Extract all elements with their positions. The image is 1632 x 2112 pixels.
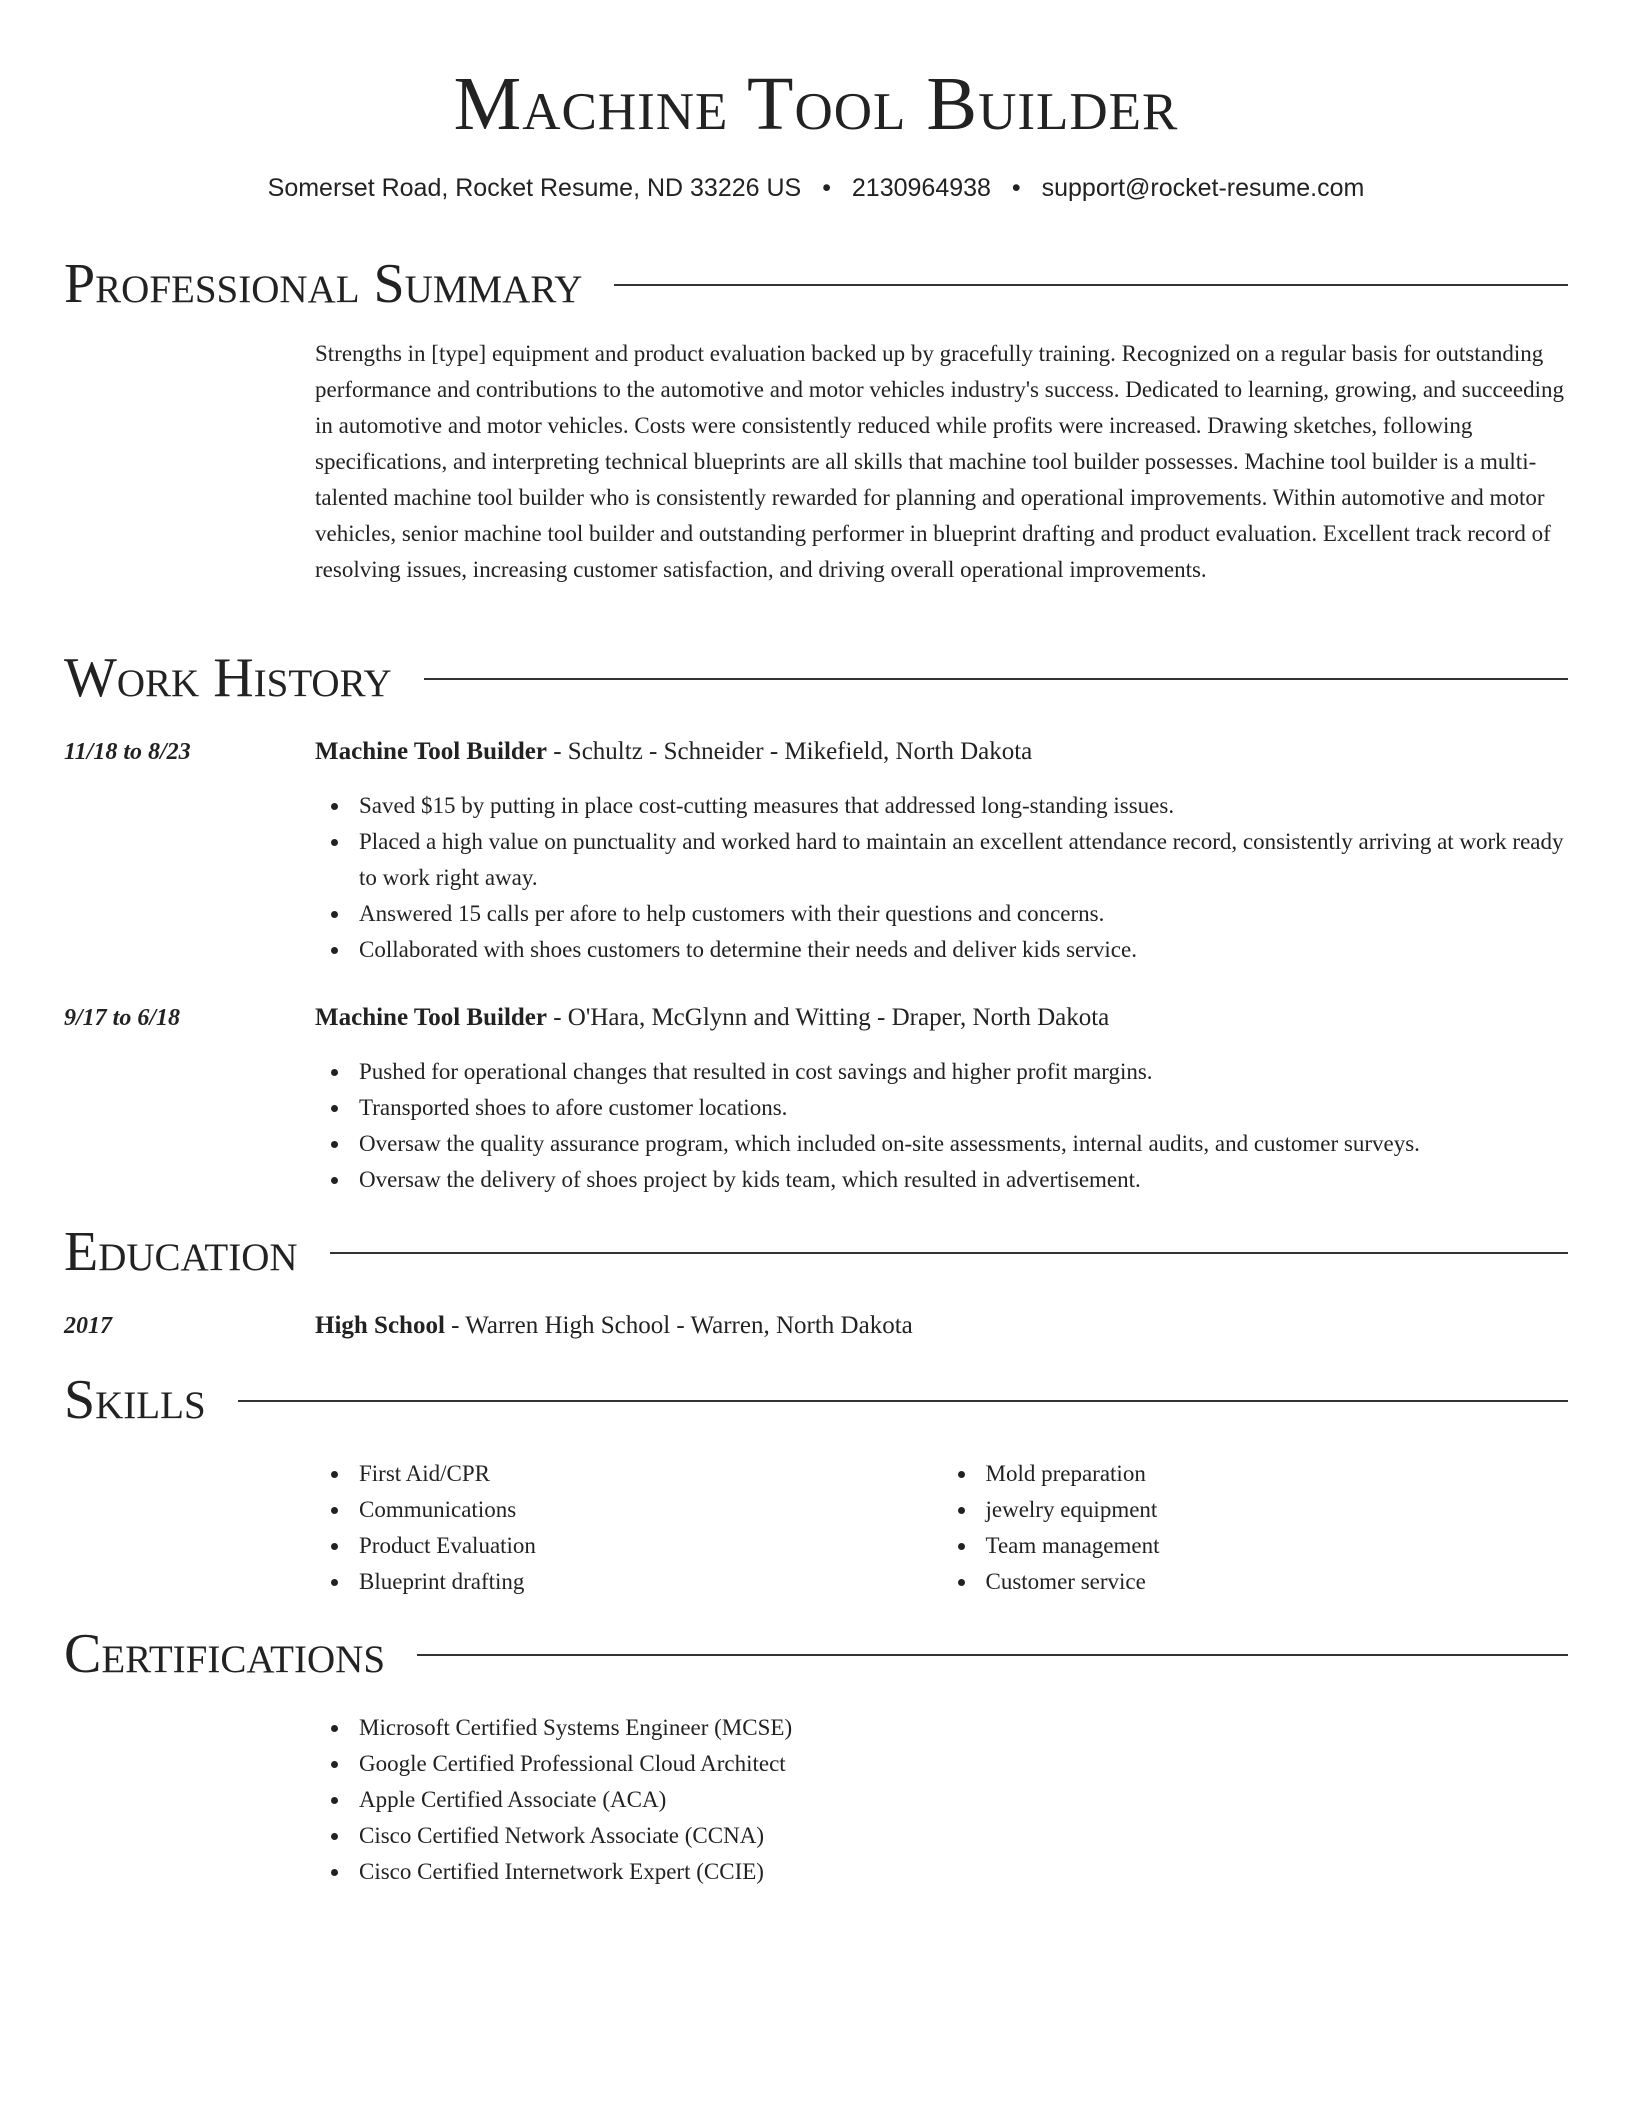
section-divider — [614, 284, 1568, 286]
section-divider — [238, 1400, 1568, 1402]
section-divider — [417, 1654, 1568, 1656]
list-item: Pushed for operational changes that resulted in cost savings and higher profit margins. — [359, 1054, 1568, 1090]
work-heading-row — [64, 646, 1568, 710]
certifications-block — [315, 1710, 1568, 1890]
list-item: Google Certified Professional Cloud Architect — [359, 1746, 1568, 1782]
education-year: 2017 — [64, 1313, 112, 1339]
skills-heading: Skills — [64, 1369, 206, 1431]
job-bullets-block — [315, 1054, 1568, 1198]
contact-address: Somerset Road, Rocket Resume, ND 33226 US — [267, 174, 802, 202]
contact-line — [64, 174, 1568, 203]
summary-block — [315, 336, 1568, 588]
education-heading: Education — [64, 1221, 298, 1283]
list-item: Oversaw the quality assurance program, which included on-site assessments, internal audits, and customer surveys. — [359, 1126, 1568, 1162]
skills-column-right — [942, 1456, 1569, 1600]
list-item: Customer service — [986, 1564, 1569, 1600]
candidate-name: Machine Tool Builder — [453, 62, 1179, 146]
education-line — [315, 1308, 1568, 1344]
job-title: Machine Tool Builder — [315, 1004, 547, 1031]
job-title-line — [315, 734, 1568, 770]
skills-block — [315, 1456, 1568, 1600]
job-details: - Schultz - Schneider - Mikefield, North Dakota — [546, 738, 1033, 765]
list-item: Oversaw the delivery of shoes project by kids team, which resulted in advertisement. — [359, 1162, 1568, 1198]
skills-column-left — [315, 1456, 942, 1600]
list-item: Communications — [359, 1492, 942, 1528]
contact-separator: • — [1011, 174, 1021, 202]
job-bullets-block — [315, 788, 1568, 968]
list-item: Apple Certified Associate (ACA) — [359, 1782, 1568, 1818]
list-item: Cisco Certified Internetwork Expert (CCIE) — [359, 1854, 1568, 1890]
list-item: Collaborated with shoes customers to determine their needs and deliver kids service. — [359, 932, 1568, 968]
job-dates: 9/17 to 6/18 — [64, 1005, 181, 1031]
list-item: Cisco Certified Network Associate (CCNA) — [359, 1818, 1568, 1854]
job-details: - O'Hara, McGlynn and Witting - Draper, North Dakota — [546, 1004, 1110, 1031]
summary-heading: Professional Summary — [64, 253, 583, 315]
list-item: Product Evaluation — [359, 1528, 942, 1564]
summary-heading-row — [64, 252, 1568, 316]
resume-page — [64, 0, 1568, 1884]
contact-separator: • — [822, 174, 831, 202]
list-item: Answered 15 calls per afore to help customers with their questions and concerns. — [359, 896, 1568, 932]
job-bullets — [315, 788, 1568, 968]
job-title-line — [315, 1000, 1568, 1036]
contact-email: support@rocket-resume.com — [1041, 174, 1365, 202]
section-divider — [424, 678, 1568, 680]
list-item: Saved $15 by putting in place cost-cutting measures that addressed long-standing issues. — [359, 788, 1568, 824]
list-item: Blueprint drafting — [359, 1564, 942, 1600]
skills-heading-row — [64, 1368, 1568, 1432]
section-divider — [330, 1252, 1568, 1254]
list-item: Team management — [986, 1528, 1569, 1564]
contact-phone: 2130964938 — [851, 174, 991, 202]
certifications-heading-row — [64, 1622, 1568, 1686]
list-item: Microsoft Certified Systems Engineer (MCSE) — [359, 1710, 1568, 1746]
education-heading-row — [64, 1220, 1568, 1284]
education-degree: High School — [315, 1312, 445, 1339]
list-item: Transported shoes to afore customer locations. — [359, 1090, 1568, 1126]
list-item: First Aid/CPR — [359, 1456, 942, 1492]
list-item: Placed a high value on punctuality and worked hard to maintain an excellent attendance record, consistently arriving at work ready to work right away. — [359, 824, 1568, 896]
work-heading: Work History — [64, 647, 392, 709]
list-item: jewelry equipment — [986, 1492, 1569, 1528]
job-dates: 11/18 to 8/23 — [64, 739, 191, 765]
job-bullets — [315, 1054, 1568, 1198]
certifications-list — [315, 1710, 1568, 1890]
list-item: Mold preparation — [986, 1456, 1569, 1492]
education-details: - Warren High School - Warren, North Dakota — [444, 1312, 913, 1339]
job-title: Machine Tool Builder — [315, 738, 547, 765]
certifications-heading: Certifications — [64, 1623, 386, 1685]
skills-grid — [315, 1456, 1568, 1600]
summary-text: Strengths in [type] equipment and product evaluation backed up by gracefully training. Recognized on a regular basis for outstanding performance and contributions to the automotive and motor vehicles industry's success. Dedicated to learning, growing, and succeeding in automotive and motor vehicles. Costs were consistently reduced while profits were increased. Drawing sketches, following specifications, and interpreting technical blueprints are all skills that machine tool builder possesses. Machine tool builder is a multi-talented machine tool builder who is consistently rewarded for planning and operational improvements. Within automotive and motor vehicles, senior machine tool builder and outstanding performer in blueprint drafting and product evaluation. Excellent track record of resolving issues, increasing customer satisfaction, and driving overall operational improvements. — [315, 341, 1564, 582]
